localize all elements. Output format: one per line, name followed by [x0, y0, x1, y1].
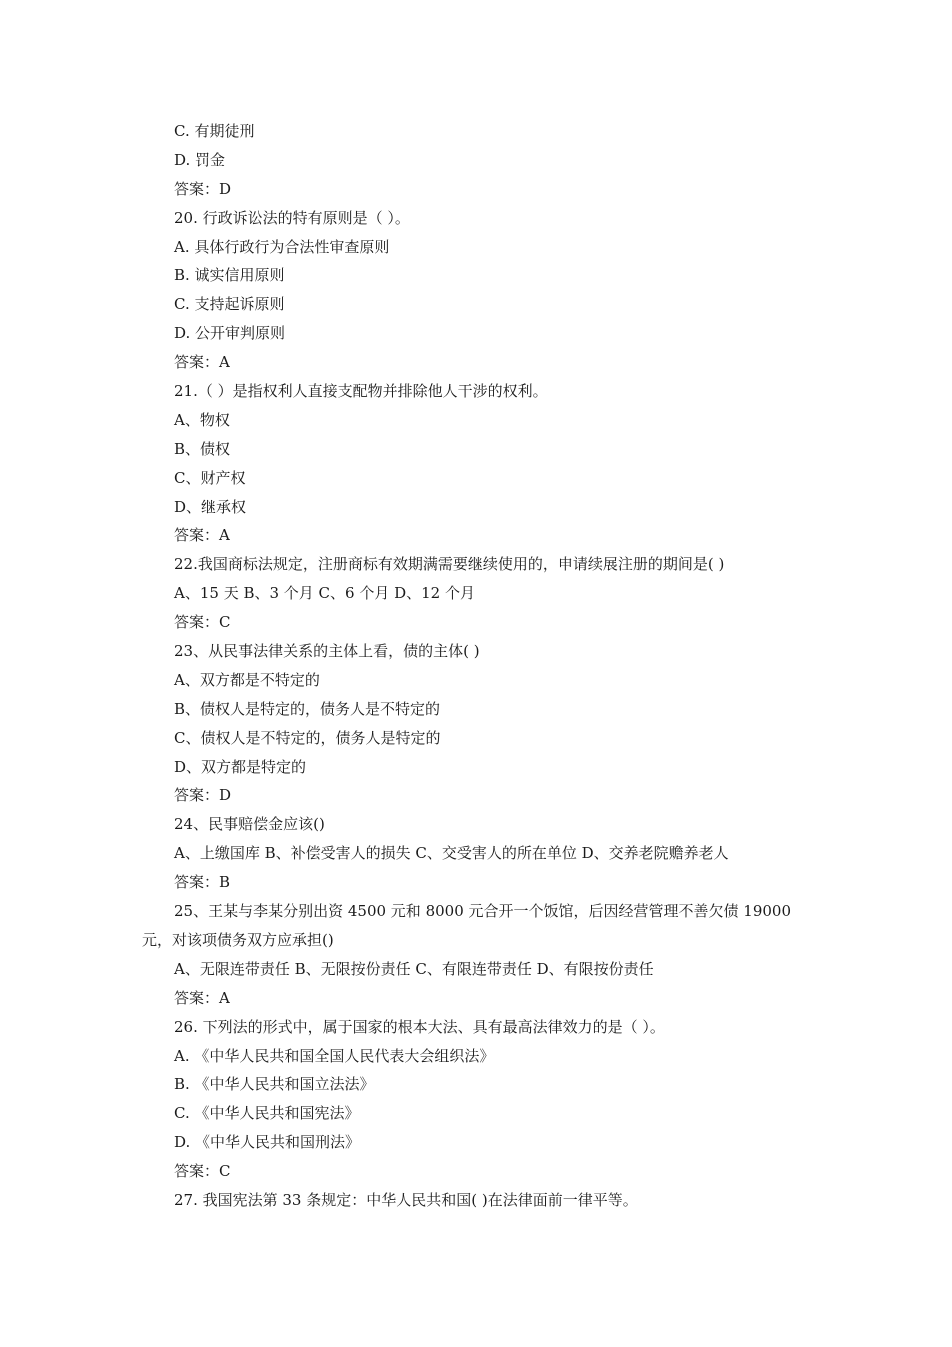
- text-line: D. 公开审判原则: [174, 324, 286, 343]
- text-line: 元，对该项债务双方应承担(): [142, 930, 334, 949]
- text-line: 21.（ ）是指权利人直接支配物并排除他人干涉的权利。: [174, 382, 548, 401]
- text-line: A、双方都是不特定的: [174, 670, 320, 689]
- text-line: B. 《中华人民共和国立法法》: [174, 1075, 375, 1094]
- text-line: C. 有期徒刑: [174, 122, 255, 140]
- text-line: 22.我国商标法规定，注册商标有效期满需要继续使用的，申请续展注册的期间是( ): [174, 555, 725, 574]
- text-line: B、债权人是特定的，债务人是不特定的: [174, 699, 441, 718]
- text-line: D、双方都是特定的: [174, 757, 307, 776]
- text-line: B、债权: [174, 439, 231, 458]
- text-line: A、无限连带责任 B、无限按份责任 C、有限连带责任 D、有限按份责任: [174, 959, 654, 978]
- text-line: 答案：A: [174, 353, 230, 372]
- text-line: 答案：A: [174, 526, 230, 545]
- text-line: D. 罚金: [174, 150, 226, 169]
- document-body: [142, 117, 822, 1215]
- text-line: C. 《中华人民共和国宪法》: [174, 1104, 360, 1123]
- text-line: 答案：B: [174, 873, 231, 892]
- text-line: 26. 下列法的形式中，属于国家的根本大法、具有最高法律效力的是（ ）。: [174, 1017, 665, 1036]
- text-line: 25、王某与李某分别出资 4500 元和 8000 元合开一个饭馆，后因经营管理不善欠债 19000: [174, 902, 791, 921]
- text-line: C、债权人是不特定的，债务人是特定的: [174, 728, 441, 747]
- text-line: 答案：A: [174, 988, 230, 1007]
- text-line: D、继承权: [174, 497, 247, 516]
- text-line: C. 支持起诉原则: [174, 295, 285, 314]
- text-line: 答案：C: [174, 1162, 231, 1181]
- text-line: 答案：C: [174, 613, 231, 632]
- text-line: 27. 我国宪法第 33 条规定：中华人民共和国( )在法律面前一律平等。: [174, 1190, 638, 1209]
- text-line: 20. 行政诉讼法的特有原则是（ ）。: [174, 208, 410, 227]
- text-line: D. 《中华人民共和国刑法》: [174, 1133, 361, 1152]
- text-line: 答案：D: [174, 786, 232, 805]
- text-line: C、财产权: [174, 468, 246, 487]
- text-line: 23、从民事法律关系的主体上看，债的主体( ): [174, 642, 480, 661]
- text-line: A、15 天 B、3 个月 C、6 个月 D、12 个月: [174, 584, 475, 603]
- text-line: B. 诚实信用原则: [174, 266, 285, 285]
- text-line: A. 《中华人民共和国全国人民代表大会组织法》: [174, 1046, 495, 1065]
- text-line: A、物权: [174, 410, 230, 429]
- text-line: A. 具体行政行为合法性审查原则: [174, 237, 390, 256]
- text-line: 24、民事赔偿金应该(): [174, 815, 325, 834]
- text-line: 答案：D: [174, 179, 232, 198]
- text-line: A、上缴国库 B、补偿受害人的损失 C、交受害人的所在单位 D、交养老院赡养老人: [174, 844, 729, 863]
